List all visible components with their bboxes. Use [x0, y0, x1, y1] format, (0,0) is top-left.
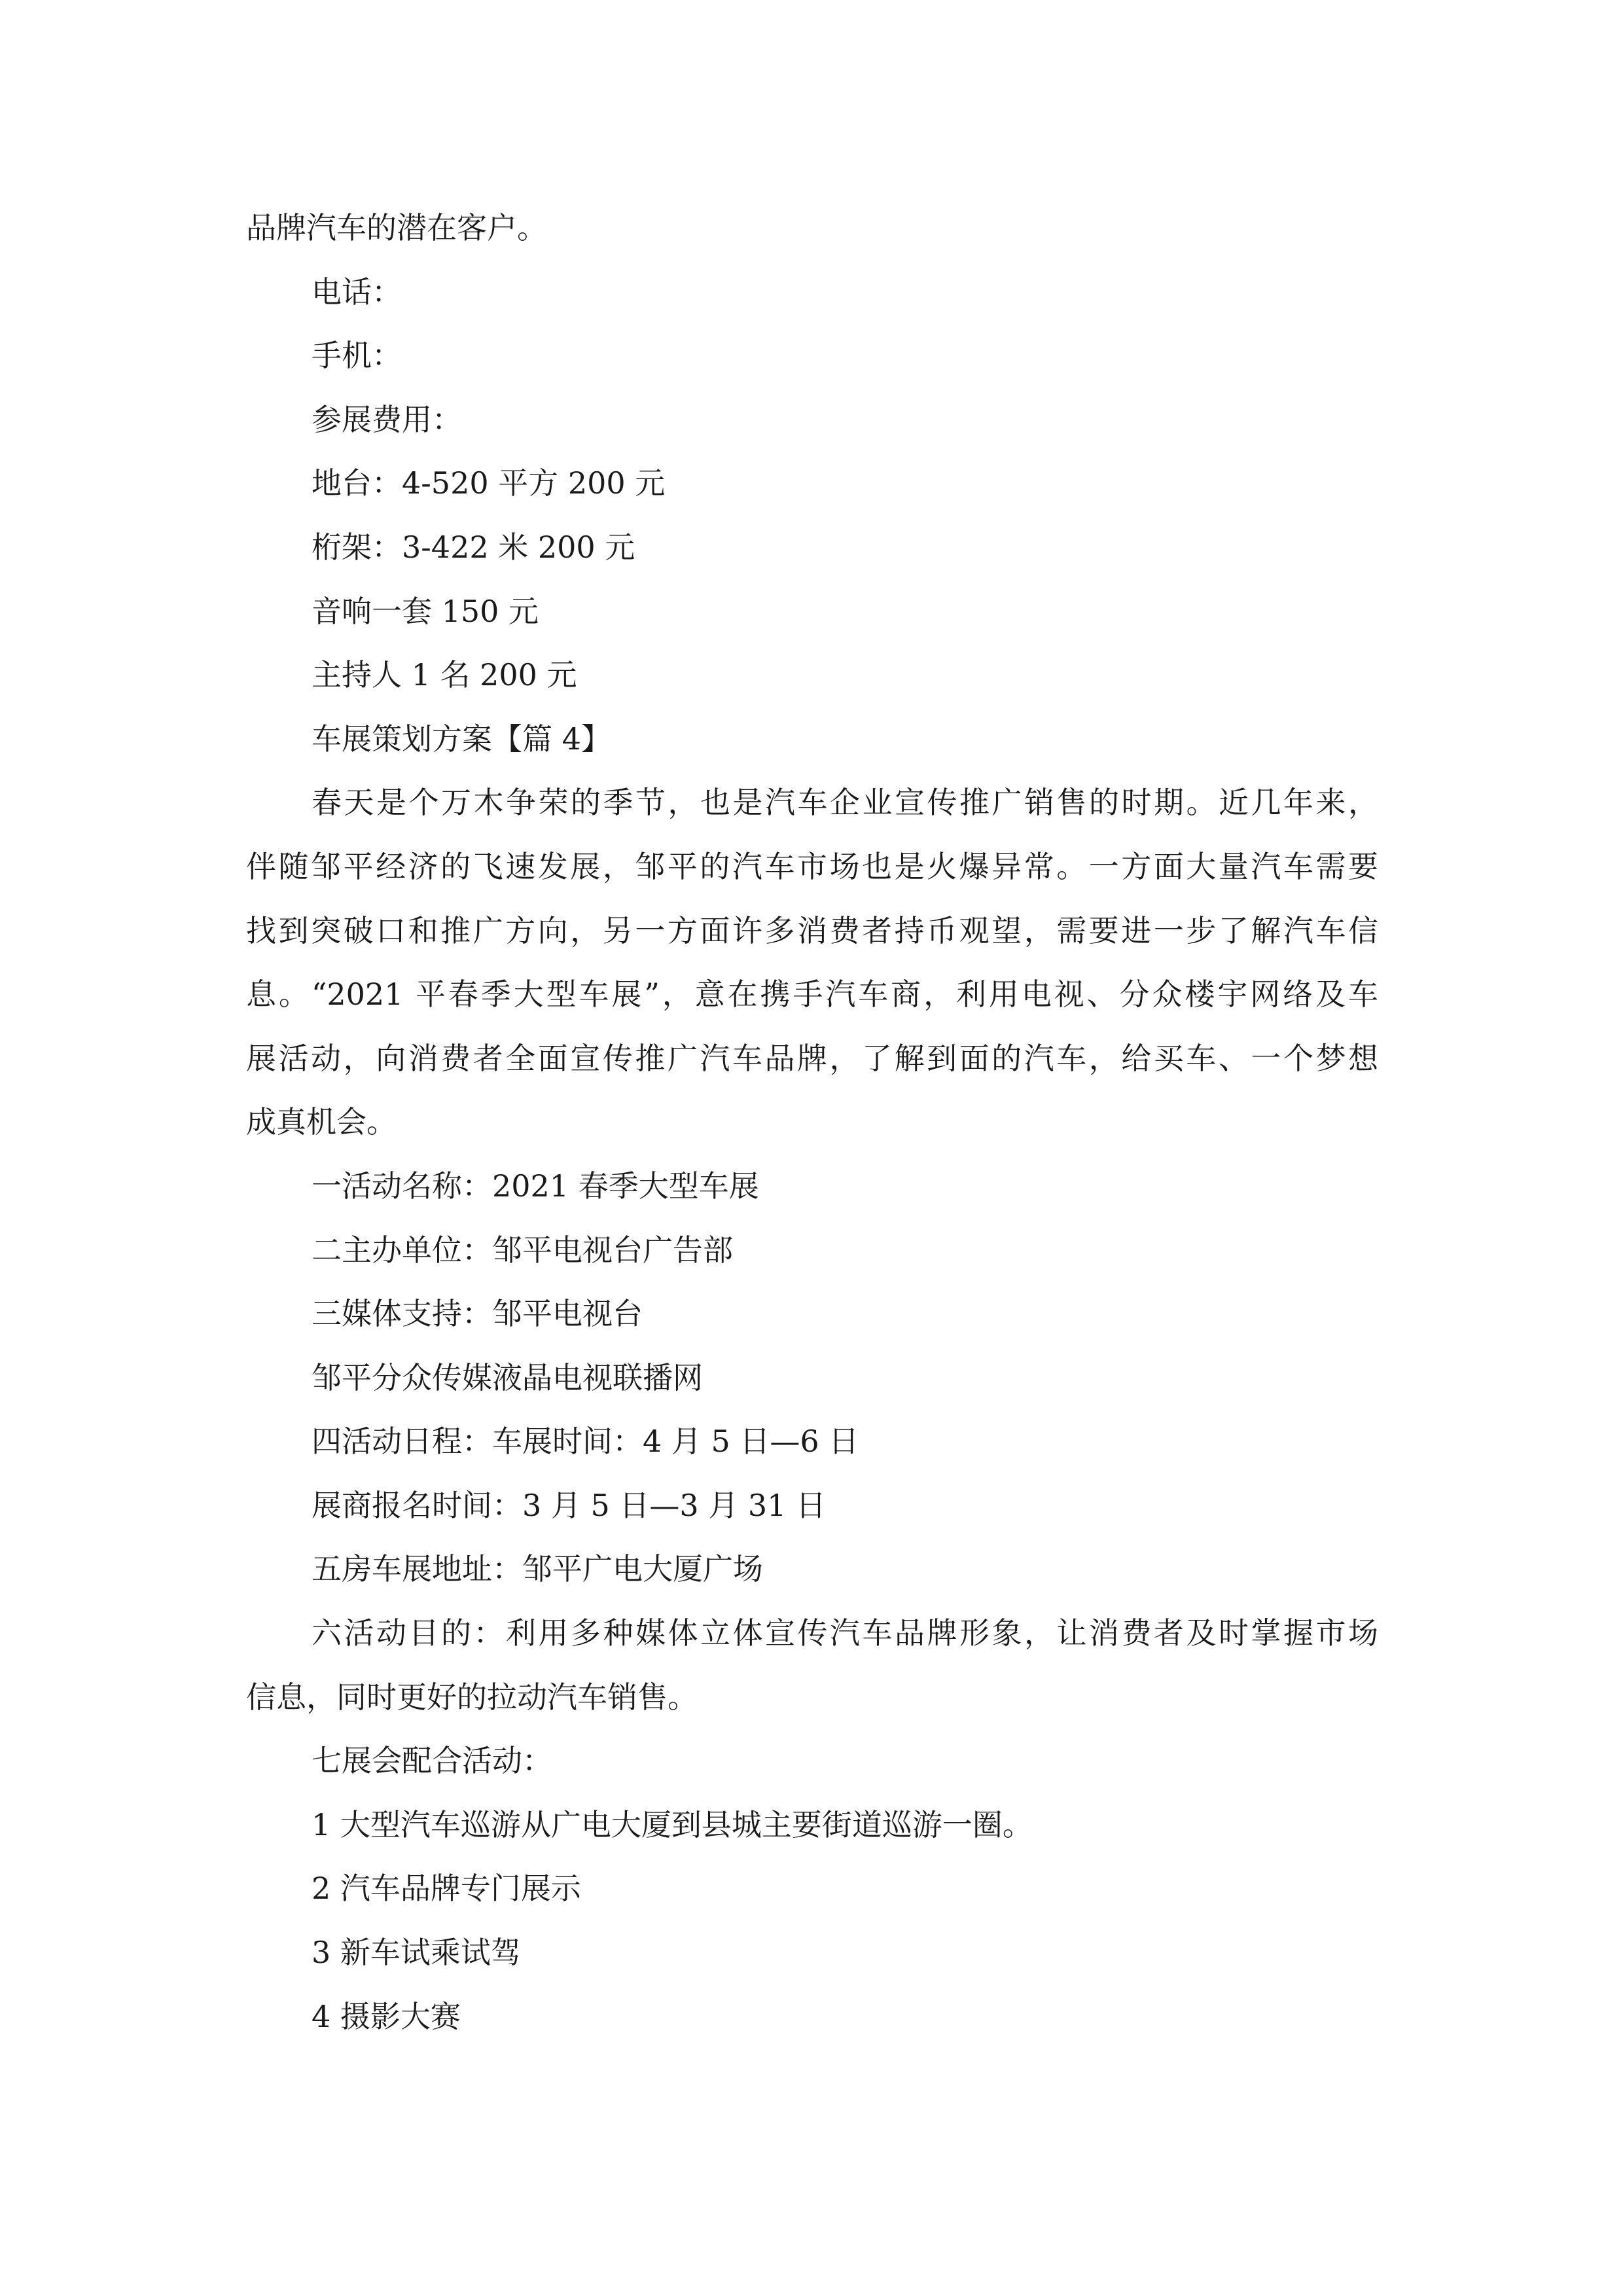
text-line-event-name: 一活动名称：2021 春季大型车展 [312, 1168, 759, 1204]
text-line-fees-heading: 参展费用： [312, 401, 462, 437]
paragraph-line: 春天是个万木争荣的季节，也是汽车企业宣传推广销售的时期。近几年来， [312, 785, 1378, 821]
document-body [246, 196, 1378, 2049]
text-line-schedule: 四活动日程：车展时间：4 月 5 日—6 日 [312, 1424, 859, 1460]
paragraph-line: 六活动目的：利用多种媒体立体宣传汽车品牌形象，让消费者及时掌握市场 [312, 1615, 1378, 1651]
text-line-host-fee: 主持人 1 名 200 元 [312, 657, 577, 693]
text-line-audio-fee: 音响一套 150 元 [312, 593, 539, 629]
text-line-mobile: 手机： [312, 338, 402, 374]
list-item: 2 汽车品牌专门展示 [312, 1871, 581, 1907]
paragraph-line: 成真机会。 [246, 1104, 397, 1140]
text-line-media-network: 邹平分众传媒液晶电视联播网 [312, 1359, 703, 1395]
text-line-platform-fee: 地台：4-520 平方 200 元 [312, 465, 666, 501]
paragraph-intro [246, 771, 1378, 1155]
text-line-continuation: 品牌汽车的潜在客户。 [246, 210, 547, 245]
paragraph-line: 伴随邹平经济的飞速发展，邹平的汽车市场也是火爆异常。一方面大量汽车需要 [246, 848, 1378, 884]
text-line-truss-fee: 桁架：3-422 米 200 元 [312, 529, 635, 565]
paragraph-line: 展活动，向消费者全面宣传推广汽车品牌，了解到面的汽车，给买车、一个梦想 [246, 1040, 1378, 1076]
text-line-phone: 电话： [312, 274, 402, 310]
text-line-registration: 展商报名时间：3 月 5 日—3 月 31 日 [312, 1487, 827, 1523]
paragraph-purpose [246, 1602, 1378, 1729]
list-item: 1 大型汽车巡游从广电大厦到县城主要街道巡游一圈。 [312, 1806, 1033, 1842]
paragraph-line: 信息，同时更好的拉动汽车销售。 [246, 1679, 698, 1715]
text-line-media-support: 三媒体支持：邹平电视台 [312, 1296, 643, 1332]
text-line-activities-heading: 七展会配合活动： [312, 1743, 552, 1779]
list-item: 3 新车试乘试驾 [312, 1935, 521, 1971]
list-item: 4 摄影大赛 [312, 1998, 461, 2034]
text-line-venue: 五房车展地址：邹平广电大厦广场 [312, 1551, 763, 1587]
text-line-organizer: 二主办单位：邹平电视台广告部 [312, 1232, 733, 1268]
paragraph-line: 找到突破口和推广方向，另一方面许多消费者持币观望，需要进一步了解汽车信 [246, 912, 1378, 948]
section-heading: 车展策划方案【篇 4】 [312, 721, 611, 757]
paragraph-line: 息。“2021 平春季大型车展”，意在携手汽车商，利用电视、分众楼宇网络及车 [246, 977, 1378, 1013]
